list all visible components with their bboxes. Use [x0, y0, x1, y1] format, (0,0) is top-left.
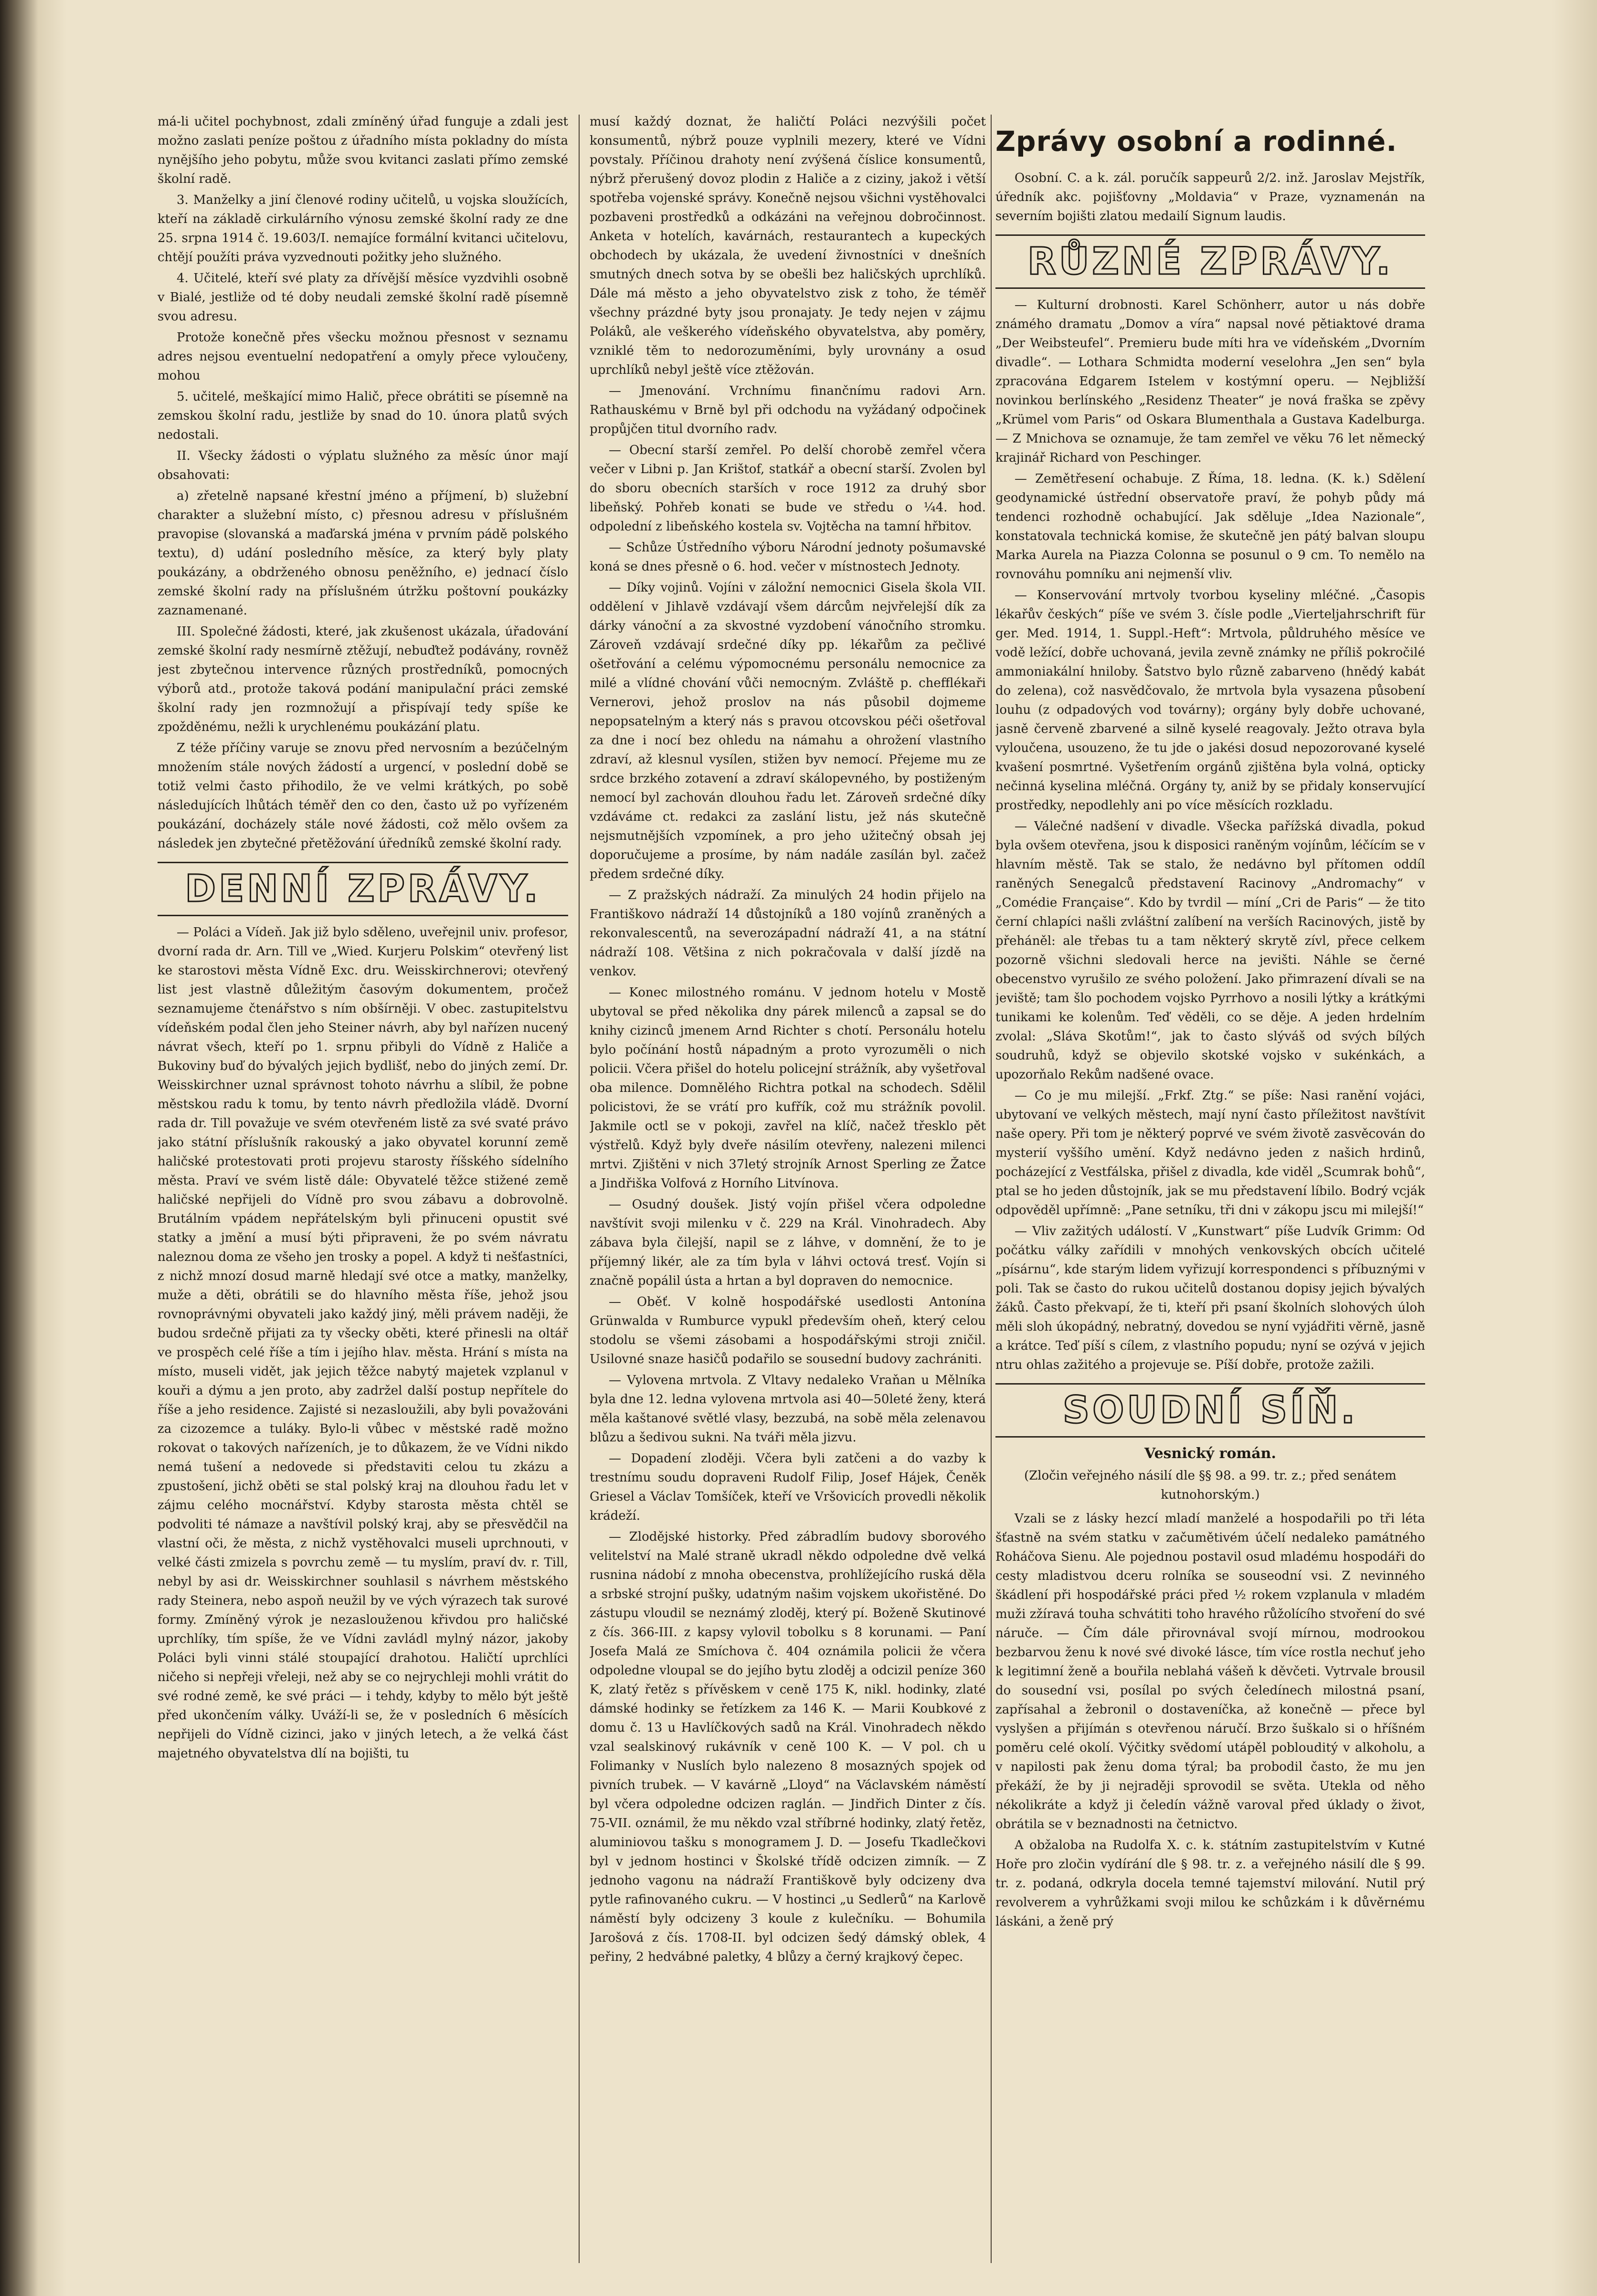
paragraph: 5. učitelé, meškající mimo Halič, přece obrátiti se písemně na zemskou školní radu, jestliže by snad do 10. února platů svých nedostali. [158, 390, 568, 442]
news-item: — Oběť. V kolně hospodářské usedlosti Antonína Grünwalda v Rumburce vypukl především oheň, který celou stodolu se všemi zásobami a hospodářskými stroji zničil. Usilovné snaze hasičů podařilo se sousední budovy zachrániti. [590, 1295, 986, 1366]
column-divider [579, 115, 580, 2263]
news-item: — Obecní starší zemřel. Po delší chorobě zemřel včera večer v Libni p. Jan Krištof, statkář a obecní starší. Zvolen byl do sboru obecních starších v roce 1912 za druhý sbor libeňský. Pohřeb konati se bude ve středu o ¼4. hod. odpolední z libeňského kostela sv. Vojtěcha na tamní hřbitov. [590, 443, 986, 534]
news-item: — Vylovena mrtvola. Z Vltavy nedaleko Vraňan u Mělníka byla dne 12. ledna vylovena mrtvola asi 40—50leté ženy, která měla kaštanové světlé vlasy, bezzubá, na sobě měla zelenavou blůzu a šedivou sukni. Na tváři měla jizvu. [590, 1373, 986, 1445]
news-item: — Válečné nadšení v divadle. Všecka pařížská divadla, pokud byla ovšem otevřena, jsou k disposici raněným vojínům, léčícím se v hlavním městě. Tak se stalo, že nedávno byl přítomen oddíl raněných Senegalců představení Racinovy „Andromachy“ v „Comédie Française“. Kdo by tvrdil — míní „Cri de Paris“ — že tito černí chlapíci našli zvláštní zalíbení na verších Racinových, jistě by přeháněl: ale třebas tu a tam některý skrytě zívl, přece celkem pozorně všichni sledovali herce na jevišti. Náhle se černé obecenstvo vyrušilo ze svého položení. Jako přimrazení dívali se na jeviště; tam šlo pochodem vojsko Pyrrhovo a nosili lýtky a krátkými tunikami ke kolenům. Teď věděli, co se děje. A jeden hrdelním zvolal: „Sláva Skotům!“, jak to často slýváš od svých bílých soudruhů, když se objevilo skotské vojsko v sukénkách, a upozorňalo Rekům nadšené ovace. [995, 819, 1425, 1082]
news-item: — Zlodějské historky. Před zábradlím budovy sborového velitelství na Malé straně ukradl někdo odpoledne dvě velká rusnina nádobí z mnoha obecenstva, prohlížejícího ruská děla a srbské strojní pušky, udatným našim vojskem ukořistěné. Do zástupu vloudil se neznámý zloděj, který pí. Boženě Skutinové z čís. 366-III. z kapsy vylovil tobolku s 8 korunami. — Paní Josefa Malá ze Smíchova č. 404 oznámila policii že včera odpoledne vloupal se do jejího bytu zloděj a odcizil peníze 360 K, zlatý řetěz s přívěskem v ceně 175 K, nikl. hodinky, zlaté dámské hodinky se řetízkem za 146 K. — Marii Koubkové z domu č. 13 u Havlíčkových sadů na Král. Vinohradech někdo vzal sealskinový rukávník v ceně 100 K. — V pol. ch u Folimanky v Nuslích bylo nalezeno 8 mosazných spojek od pivních trubek. — V kavárně „Lloyd“ na Václavském náměstí byl včera odpoledne odcizen raglán. — Jindřich Dinter z čís. 75-VII. oznámil, že mu někdo vzal stříbrné hodinky, zlatý řetěz, aluminiovou tašku s monogramem J. D. — Josefu Tkadlečkovi byl v jednom hostinci v Školské třídě odcizen zimník. — Z jednoho vagonu na nádraží Františkově byly odcizeny dva pytle rafinovaného cukru. — V hostinci „u Sedlerů“ na Karlově náměstí byly odcizeny 3 koule z kulečníku. — Bohumila Jarošová z čís. 1708-II. byl odcizen šedý dámský oblek, 4 peřiny, 2 hedvábné paletky, 4 blůzy a černý krajkový čepec. [590, 1530, 986, 1964]
column-divider [991, 115, 992, 2263]
paragraph: 4. Učitelé, kteří své platy za dřívější měsíce vyzdvihli osobně v Bialé, jestliže od té doby neudali zemské školní radě písemně svou adresu. [158, 271, 568, 324]
column-middle [590, 112, 986, 2267]
paragraph: a) zřetelně napsané křestní jméno a příjmení, b) služební charakter a služební místo, c) přesnou adresu v příslušném pravopise (slovanská a maďarská jména v prvním pádě polského textu), d) udání posledního měsíce, za který byly platy poukázány, a obdrženého obnosu peněžního, e) jednací číslo zemské školní rady na příslušném útržku poštovní poukázky zaznamenané. [158, 489, 568, 618]
paragraph: Protože konečně přes všecku možnou přesnost v seznamu adres nejsou eventuelní nedopatření a omyly přece vyloučeny, mohou [158, 330, 568, 383]
section-title-ruzne-zpravy: RŮZNÉ ZPRÁVY. [995, 234, 1425, 289]
section-title-denni-zpravy: DENNÍ ZPRÁVY. [158, 862, 568, 916]
news-item: — Osudný doušek. Jistý vojín přišel včera odpoledne navštívit svoji milenku v č. 229 na Král. Vinohradech. Aby zábava byla čilejší, napil se z láhve, v domnění, že to je příjemný likér, ale za tím byla v láhvi octová tresť. Vojín si značně popálil ústa a hrtan a byl dopraven do nemocnice. [590, 1197, 986, 1288]
paragraph: III. Společné žádosti, které, jak zkušenost ukázala, úřadování zemské školní rady nesmírně ztěžují, nebuďtež podávány, rovněž jest zbytečnou intervence různých prostředníků, pomocných výborů atd., protože taková podání manipulační práci zemské školní rady jen rozmnožují a přispívají tedy spíše ke zpožděnému, nežli k urychlenému poukázání platu. [158, 624, 568, 734]
news-item: — Poláci a Vídeň. Jak již bylo sděleno, uveřejnil univ. profesor, dvorní rada dr. Arn. Till ve „Wied. Kurjeru Polskim“ otevřený list ke starostovi města Vídně Exc. dru. Weisskirchnerovi; otevřený list jest vlastně důležitým časovým dokumentem, pročež seznamujeme čtenářstvo s ním obšírněji. V obec. zastupitelstvu vídeňském podal člen jeho Steiner návrh, aby byl nařízen nucený návrat všech, kteří po 1. srpnu přibyli do Vídně z Haliče a Bukoviny buď do bývalých jejich bydlišť, nebo do jiných zemí. Dr. Weisskirchner uznal správnost tohoto návrhu a slíbil, že pobne městskou radu k tomu, by tento návrh předložila vládě. Dvorní rada dr. Till považuje ve svém otevřeném listě za své svaté právo jako státní příslušník rakouský a jako obyvatel korunní země haličské protestovati proti projevu starosty říšského sídelního města. Praví ve svém listě dále: Obyvatelé těžce stižené země haličské nepřijeli do Vídně pro svou zábavu a dobrovolně. Brutálním vpádem nepřátelským byli přinuceni opustit své statky a jmění a musí býti připraveni, že po svém návratu naleznou doma ze všeho jen trosky a popel. A když ti nešťastníci, z nichž mnozí dosud marně hledají své otce a matky, manželky, muže a děti, obrátili se do hlavního města říše, jehož jsou rovnoprávnými obyvateli jako každý jiný, měli právem naději, že budou srdečně přijati za ty všecky oběti, které přinesli na oltář ve prospěch celé říše a tím i jejího hlav. města. Hrání s místa na místo, museli vidět, jak jejich těžce nabytý majetek vzplanul v kouři a dýmu a jen proto, aby zadržel další postup nepřítele do říše a jeho residence. Zajisté si nezasloužili, aby byli považováni za cizozemce a tuláky. Bylo-li vůbec v městské radě možno rokovat o takových nařízeních, je to důkazem, že ve Vídni nikdo nemá tušení a nedovede si představiti celou tu zkázu a zpustošení, jichž oběti se stal polský kraj na dlouhou řadu let v zájmu celého mocnářství. Kdyby starosta města chtěl se podvoliti té námaze a navštívil polský kraj, aby se přesvědčil na vlastní oči, že města, z nichž vystěhovalci museli uprchnouti, v velké části zmizela s povrchu země — tu myslím, praví dv. r. Till, nebyl by asi dr. Weisskirchner souhlasil s návrhem městského rady Steinera, nebo aspoň neužil by ve vých výrazech tak surové formy. Zmíněný výrok je nezaslouženou křivdou pro haličské uprchlíky, tím spíše, že ve Vídni zavládl mylný názor, jakoby Poláci byli vinni stálé stoupající drahotou. Haličtí uprchlíci ničeho si nepřeji vřeleji, než aby se co nejrychleji mohli vrátit do své rodné země, ke své práci — i tehdy, kdyby to mělo být ještě před ukončením války. Uváží-li se, že v posledních 6 měsících nepřijeli do Vídně cizinci, jako v jiných letech, a že velká část majetného obyvatelstva dlí na bojišti, tu [158, 925, 568, 1761]
column-right [995, 112, 1425, 2267]
news-item: — Z pražských nádraží. Za minulých 24 hodin přijelo na Františkovo nádraží 14 důstojníků a 180 vojínů zraněných a rekonvalescentů, na severozápadní nádraží 41, a na státní nádraží 108. Většina z nich pokračovala v další jízdě na venkov. [590, 888, 986, 979]
news-item: — Díky vojinů. Vojíni v záložní nemocnici Gisela škola VII. oddělení v Jihlavě vzdávají všem dárcům nejvřelejší dík za dárky vánoční a za skvostné vyzdobení vánočního stromku. Zároveň vzdávají srdečné díky pp. lékařům za pečlivé ošetřování a celému výpomocnému personálu nemocnice za milé a vlídné chování vůči nemocným. Zvláště p. chefflékaři Vernerovi, jehož proslov na nás působil dojmeme nepopsatelným a který nás s pravou otcovskou péči ošetřoval za dne i nocí bez ohledu na námahu a ohrožení vlastního zdraví, až klesnul vysílen, stižen byv nemocí. Přejeme mu ze srdce brzkého zotavení a zdraví skálopevného, by postiženým nemocí byl zachován dlouhou řadu let. Zároveň srdečné díky vzdáváme ct. redakci za zaslání listu, jež nás skutečně nejsmutnějších vzpomínek, a pro jeho užitečný obsah jej doporučujeme a prosíme, by nám nadále zasílán byl. začež předem srdečné díky. [590, 581, 986, 881]
court-note: (Zločin veřejného násilí dle §§ 98. a 99. tr. z.; před senátem kutnohorským.) [1024, 1469, 1396, 1502]
paragraph: 3. Manželky a jiní členové rodiny učitelů, u vojska sloužících, kteří na základě cirkulárního výnosu zemské školní rady ze dne 25. srpna 1914 č. 19.603/I. nemajíce formální kvitanci učitelovu, chtějí použíti práva vyzvednouti požitky jeho služného. [158, 193, 568, 265]
news-item: — Konec milostného románu. V jednom hotelu v Mostě ubytoval se před několika dny párek milenců a zapsal se do knihy cizinců jmenem Arnd Richter s chotí. Personálu hotelu bylo počínání hostů nápadným a proto vyrozuměli o nich policii. Včera přišel do hotelu policejní strážník, aby vyšetřoval oba milence. Domnělého Richtra potkal na schodech. Sdělil policistovi, že se vrátí pro kufřík, což mu strážník povolil. Jakmile octl se v pokoji, zavřel na klíč, načež třesklo pět výstřelů. Když byly dveře násilím otevřeny, nalezeni milenci mrtvi. Zjištěni v nich 37letý strojník Arnost Sperling ze Žatce a Jindřiška Volfová z Horního Litvínova. [590, 985, 986, 1191]
news-item: Osobní. C. a k. zál. poručík sappeurů 2/2. inž. Jaroslav Mejstřík, úředník akc. pojišťovny „Moldavia“ v Praze, vyznamenán na severním bojišti zlatou medailí Signum laudis. [995, 171, 1425, 223]
column-left [158, 112, 568, 2267]
news-item: — Co je mu milejší. „Frkf. Ztg.“ se píše: Nasi ranění vojáci, ubytovaní ve velkých městech, mají nyní často příležitost navštívit naše opery. Při tom je některý poprvé ve svém životě zasvěcován do mysterií vyššího umění. Když nedávno jeden z našich hrdinů, pocházející z Vestfálska, přišel z divadla, kde viděl „Scumrak bohů“, ptal se ho jeden důstojník, jak se mu představení líbilo. Bodrý vcják odpověděl upřímně: „Pane setníku, tři dni v zákopu jscu mi milejší!“ [995, 1089, 1425, 1217]
news-item: — Konservování mrtvoly tvorbou kyseliny mléčné. „Časopis lékařův českých“ píše ve svém 3. čísle podle „Vierteljahrschrift für ger. Med. 1914, 1. Suppl.-Heft“: Mrtvola, půldruhého měsíce ve vodě ležící, dobře uchovaná, jevila zevně známky ne příliš pokročilé ammoniakální hniloby. Šatstvo bylo různě zabarveno (hnědý kabát do zelena), což nasvědčovalo, že mrtvola byla vysazena působení louhu (z odpadových vod továrny); orgány byly dobře uchované, jasně červeně zbarvené a silně kyselé reagovaly. Ježto otrava byla vyloučena, usouzeno, že tu jde o jakési dosud nepozorované kyselé kvašení posmrtné. Vyšetřením orgánů zjištěna byla volná, opticky nečinná kyselina mléčná. Orgány ty, aniž by se přidaly konservující prostředky, nepodlehly ani po více měsících rozkladu. [995, 588, 1425, 813]
section-title-soudni-sin: SOUDNÍ SÍŇ. [995, 1383, 1425, 1438]
news-item: — Zemětřesení ochabuje. Z Říma, 18. ledna. (K. k.) Sdělení geodynamické ústřední observatoře praví, že pohyb půdy má tendenci rozhodně ochabující. Jak sděluje „Idea Nazionale“, konstatovala technická komise, že skutečně jen pátý balvan sloupu Marka Aurela na Piazza Colonna se posunul o 9 cm. To nemělo na rovnováhu pomníku ani nejmenší vliv. [995, 472, 1425, 582]
court-paragraph: Vzali se z lásky hezcí mladí manželé a hospodařili po tři léta šťastně na svém statku v začumětivém účelí nedaleko památného Roháčova Sienu. Ale pojednou postavil osud mladému hospodáři do cesty mladistvou dceru rolníka se souseodní vsi. Z nevinného škádlení při hospodářské práci před ½ rokem vzplanula v mladém muži zžíravá touha schvátiti toho hravého růžolícího stvoření do své náruče. — Čím dále přirovnával svojí mírnou, modrookou bezbarvou ženu k nové své divoké lásce, tím více rostla nechuť jeho k legitimní ženě a bouřila neblahá vášeň k děvčeti. Vytrvale brousil do sousední vsi, posílal po svých čeledínech milostná psaní, zapřísahal a žebronil o dostaveníčka, až konečně — přece byl vyslyšen a přijímán s otevřenou náručí. Brzo šuškalo si o hříšném poměru celé okolí. Výčitky svědomí utápěl poblouditý v alkoholu, a v napilosti pak ženu doma týral; ba probodil často, že mu jen překáží, že by ji nejraději sprovodil se světa. Utekla od něho nékolikráte a když ji čeledín vážně varoval před úklady o život, obrátila se v beznadnosti na četnictvo. [995, 1512, 1425, 1831]
paragraph: II. Všecky žádosti o výplatu služného za měsíc únor mají obsahovati: [158, 449, 568, 482]
news-item: — Kulturní drobnosti. Karel Schönherr, autor u nás dobře známého dramatu „Domov a víra“ napsal nové pětiaktové drama „Der Weibsteufel“. Premieru bude míti hra ve vídeňském „Dvorním divadle“. — Lothara Schmidta moderní veselohra „Jen sen“ byla zpracována Edgarem Istelem v kostýmní operu. — Nejbližší novinkou berlínského „Residenz Theater“ je nová fraška se zpěvy „Krümel vom Paris“ od Oskara Blumenthala a Gustava Kadelburga. — Z Mnichova se oznamuje, že tam zemřel ve věku 76 let německý krajinář Richard von Peschinger. [995, 298, 1425, 465]
court-subtitle: Vesnický román. [1144, 1445, 1276, 1462]
news-item: — Schůze Ústředního výboru Národní jednoty pošumavské koná se dnes přesně o 6. hod. večer v místnostech Jednoty. [590, 540, 986, 574]
paragraph: musí každý doznat, že haličtí Poláci nezvýšili počet konsumentů, nýbrž pouze vyplnili mezery, které ve Vídni povstaly. Příčinou drahoty není zvýšená číslice konsumentů, nýbrž přerušený dovoz plodin z Haliče a z ciziny, jakož i větší spotřeba vojenské správy. Konečně nejsou všichni vystěhovalci pozbaveni prostředků a odkázáni na veřejnou dobročinnost. Anketa v hotelích, kavárnách, restaurantech a kupeckých obchodech by ukázala, že uvedení živnostníci v dnešních smutných dnech sotva by se obešli bez haličských uprchlíků. Dále má město a jeho obyvatelstvo zisk z toho, že téměř všechny prázdné byty jsou pronajaty. Je tedy nejen v zájmu Poláků, ale veškerého vídeňského obyvatelstva, aby poměry, vzniklé těm to nedorozuměními, byly urovnány a osud uprchlíků nebyl ještě více ztěžován. [590, 115, 986, 377]
news-item: — Vliv zažitých událostí. V „Kunstwart“ píše Ludvík Grimm: Od počátku války zařídili v mnohých venkovských obcích učitelé „písárnu“, kde starým lidem vyřizují korrespondenci s příbuznými v poli. Tak se často do rukou učitelů dostanou dopisy jejich bývalých žáků. Často překvapí, že ti, kteří při psaní školních slohových úloh měli sloh úkopádný, nebratný, dovedou se nyní vyjádřiti věrně, jasně a krátce. Teď píší s cílem, z vlastního popudu; nyní se ozývá v jejich ntru ohlas zažitého a projevuje se. Píší dobře, protože zažili. [995, 1224, 1425, 1372]
news-item: — Jmenování. Vrchnímu finančnímu radovi Arn. Rathauskému v Brně byl při odchodu na vyžádaný odpočinek propůjčen titul dvorního radv. [590, 384, 986, 436]
news-item: — Dopadení zloději. Včera byli zatčeni a do vazby k trestnímu soudu dopraveni Rudolf Filip, Josef Hájek, Čeněk Griesel a Václav Tomšíček, kteří ve Vršovicích provedli několik krádeží. [590, 1451, 986, 1523]
paragraph: Z téže příčiny varuje se znovu před nervosním a bezúčelným množením stále nových žádostí a urgencí, v poslední době se totiž velmi často přihodilo, že ve velmi krátkých, po sobě následujících lhůtách téměř den co den, často už po vyřízeném poukázání, docházely stále nové žádosti, což mělo ovšem za následek jen zbytečné přetěžování úředníků zemské školní rady. [158, 741, 568, 851]
section-title-zpravy-osobni: Zprávy osobní a rodinné. [995, 125, 1397, 158]
paragraph: má-li učitel pochybnost, zdali zmíněný úřad funguje a zdali jest možno zaslati peníze poštou z úřadního místa pokladny do místa nynějšího jeho pobytu, může svou kvitanci zaslati přímo zemské školní radě. [158, 115, 568, 186]
court-paragraph: A obžaloba na Rudolfa X. c. k. státním zastupitelstvím v Kutné Hoře pro zločin vydírání dle § 98. tr. z. a veřejného násilí dle § 99. tr. z. podaná, odkryla docela temné tajemství milování. Nutil prý revolverem a vyhrůžkami svoji milou ke schůzkám i k důvěrnému láskáni, a ženě prý [995, 1838, 1425, 1929]
